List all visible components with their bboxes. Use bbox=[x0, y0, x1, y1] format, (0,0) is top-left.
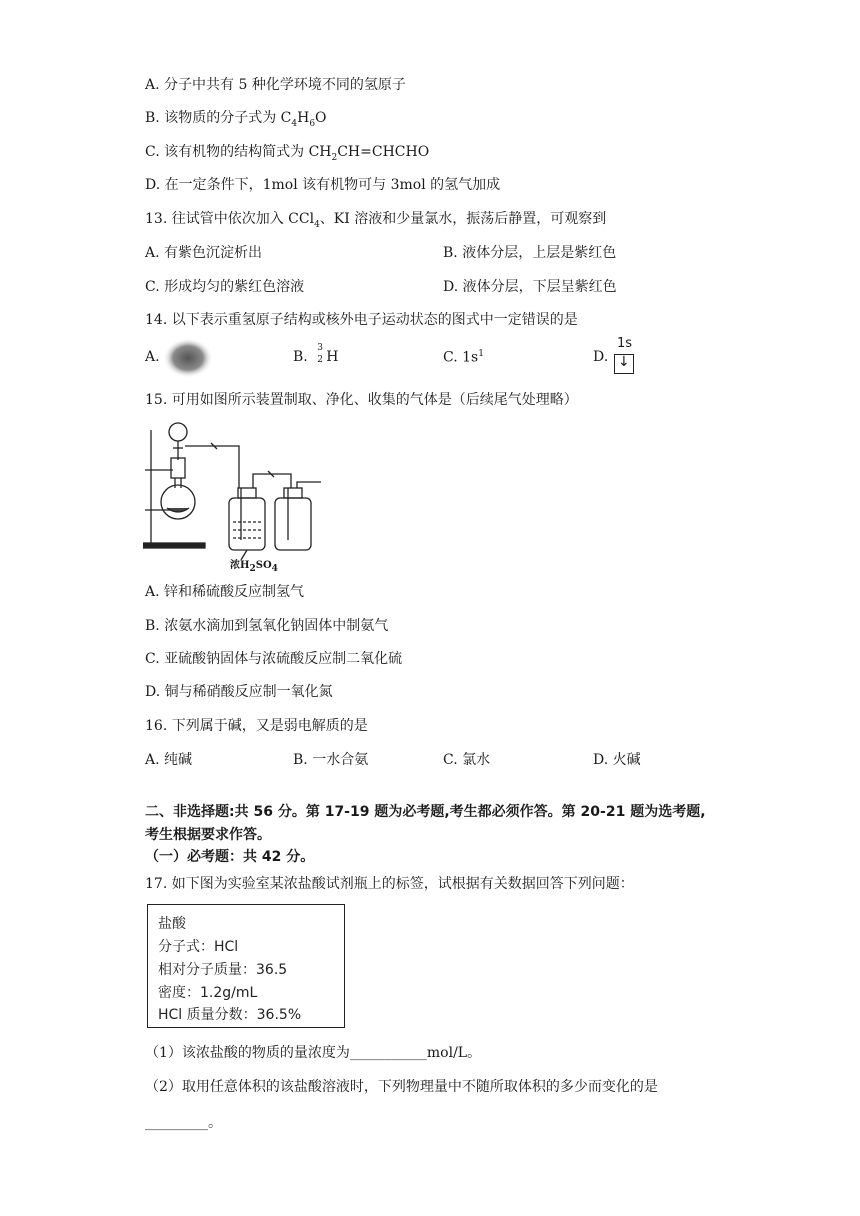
label-mass-fraction: HCl 质量分数：36.5% bbox=[158, 1007, 302, 1023]
q16-option-b: B. 一水合氨 bbox=[293, 752, 369, 768]
q13-option-d: D. 液体分层，下层呈紫红色 bbox=[443, 279, 617, 295]
q14-stem: 14. 以下表示重氢原子结构或核外电子运动状态的图式中一定错误的是 bbox=[145, 312, 578, 328]
gas-apparatus-diagram bbox=[143, 410, 323, 570]
q12-option-d: D. 在一定条件下，1mol 该有机物可与 3mol 的氢气加成 bbox=[145, 177, 501, 193]
orbital-box bbox=[614, 354, 634, 374]
q15-option-c: C. 亚硫酸钠固体与浓硫酸反应制二氧化硫 bbox=[145, 651, 403, 667]
q14-option-a-label: A. bbox=[145, 349, 160, 365]
section2-subheading: （一）必考题：共 42 分。 bbox=[145, 849, 315, 865]
q14-option-d-label: D. bbox=[593, 349, 609, 365]
q14-option-b: B. 3 2 H bbox=[293, 343, 339, 365]
q12-option-a: A. 分子中共有 5 种化学环境不同的氢原子 bbox=[145, 77, 406, 93]
q15-option-d: D. 铜与稀硝酸反应制一氧化氮 bbox=[145, 684, 333, 700]
q13-option-a: A. 有紫色沉淀析出 bbox=[145, 245, 263, 261]
section2-heading-line1: 二、非选择题:共 56 分。第 17-19 题为必考题,考生都必须作答。第 20-21 题为选考题, bbox=[145, 804, 706, 820]
q16-option-d: D. 火碱 bbox=[593, 752, 641, 768]
label-molar-mass: 相对分子质量：36.5 bbox=[158, 962, 288, 978]
label-title: 盐酸 bbox=[158, 916, 186, 932]
electron-cloud-image bbox=[163, 338, 213, 378]
q15-option-b: B. 浓氨水滴加到氢氧化钠固体中制氨气 bbox=[145, 618, 389, 634]
q16-stem: 16. 下列属于碱，又是弱电解质的是 bbox=[145, 718, 368, 734]
q17-sub2: （2）取用任意体积的该盐酸溶液时，下列物理量中不随所取体积的多少而变化的是 bbox=[145, 1079, 658, 1095]
q14-option-c: C. $1s^1$ bbox=[443, 349, 484, 366]
q15-option-a: A. 锌和稀硫酸反应制氢气 bbox=[145, 584, 305, 600]
q15-stem: 15. 可用如图所示装置制取、净化、收集的气体是（后续尾气处理略） bbox=[145, 392, 578, 408]
orbital-label: 1s bbox=[617, 336, 633, 351]
q13-option-c: C. 形成均匀的紫红色溶液 bbox=[145, 279, 305, 295]
apparatus-label: 浓$H_2SO_4$ bbox=[230, 560, 278, 574]
q17-sub2-blank: _________。 bbox=[145, 1115, 222, 1131]
q12-option-c: C. 该有机物的结构简式为 $CH_2CH=CHCHO$ bbox=[145, 144, 430, 163]
label-formula: 分子式：HCl bbox=[158, 939, 239, 955]
label-density: 密度：1.2g/mL bbox=[158, 985, 258, 1001]
section2-heading-line2: 考生根据要求作答。 bbox=[145, 827, 271, 843]
q13-option-b: B. 液体分层，上层是紫红色 bbox=[443, 245, 617, 261]
q16-option-c: C. 氯水 bbox=[443, 752, 491, 768]
q17-stem: 17. 如下图为实验室某浓盐酸试剂瓶上的标签，试根据有关数据回答下列问题： bbox=[145, 876, 634, 892]
q13-stem: 13. 往试管中依次加入 CCl$_4$、KI 溶液和少量氯水，振荡后静置，可观察到 bbox=[145, 211, 607, 230]
q16-option-a: A. 纯碱 bbox=[145, 752, 193, 768]
reagent-label bbox=[147, 904, 345, 1028]
q12-option-b: B. 该物质的分子式为 $C_4H_6O$ bbox=[145, 110, 327, 129]
q17-sub1: （1）该浓盐酸的物质的量浓度为___________mol/L。 bbox=[145, 1045, 482, 1061]
spin-down-arrow-icon: ↓ bbox=[618, 354, 630, 370]
